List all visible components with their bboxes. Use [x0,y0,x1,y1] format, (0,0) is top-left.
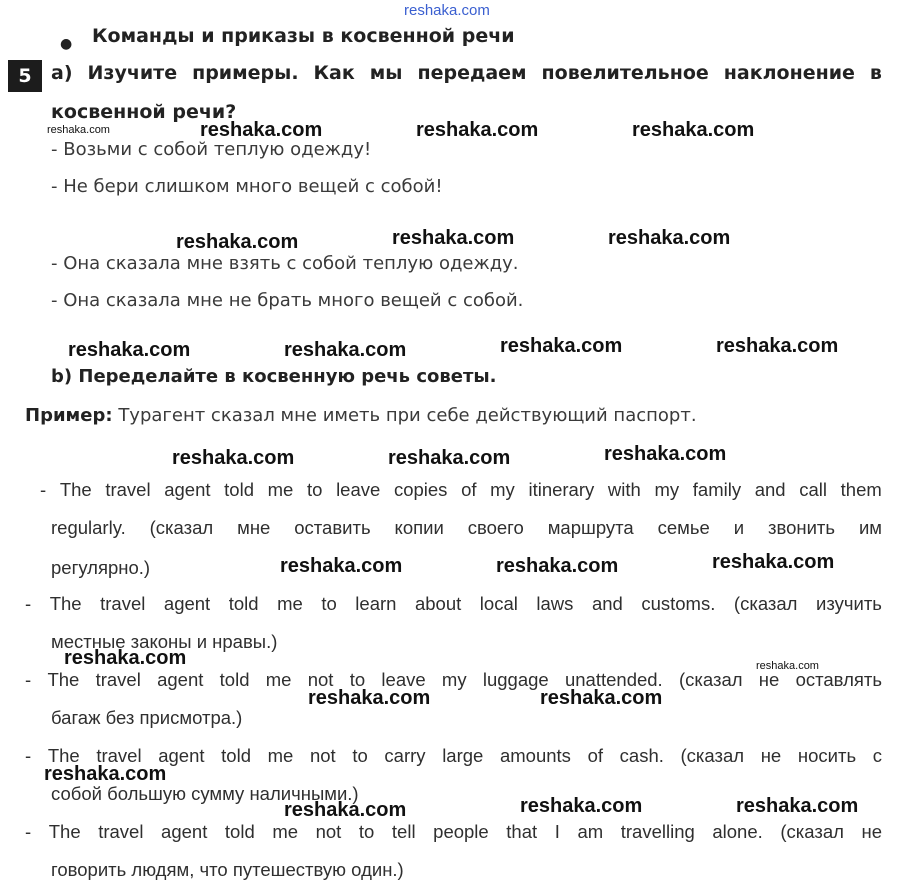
watermark: reshaka.com [284,339,407,361]
watermark: reshaka.com [500,335,623,357]
example-4: - Она сказала мне не брать много вещей с собой. [51,290,524,311]
question-a-line1: a) Изучите примеры. Как мы передаем повелительное наклонение в [51,62,882,84]
question-a-line2: косвенной речи? [51,101,237,123]
answer-1-line3: регулярно.) [51,557,151,578]
answer-1-line2: regularly. (сказал мне оставить копии своего маршрута семье и звонить им [51,517,882,538]
watermark: reshaka.com [496,555,619,577]
watermark: reshaka.com [632,119,755,141]
watermark: reshaka.com [520,795,643,817]
watermark: reshaka.com [68,339,191,361]
site-url-top[interactable]: reshaka.com [404,2,490,19]
answer-1-line1: - The travel agent told me to leave copies of my itinerary with my family and call them [40,479,882,500]
watermark: reshaka.com [172,447,295,469]
section-heading: Команды и приказы в косвенной речи [92,25,515,47]
example-2: - Не бери слишком много вещей с собой! [51,176,443,197]
watermark: reshaka.com [64,647,187,669]
answer-4-line2: собой большую сумму наличными.) [51,783,359,804]
watermark: reshaka.com [604,443,727,465]
watermark: reshaka.com [392,227,515,249]
watermark: reshaka.com [712,551,835,573]
bullet-icon: ● [60,36,73,52]
watermark: reshaka.com [308,687,431,709]
watermark: reshaka.com [44,763,167,785]
watermark: reshaka.com [416,119,539,141]
sample-line [25,405,697,426]
watermark: reshaka.com [47,124,110,136]
answer-4-line1: - The travel agent told me not to carry large amounts of cash. (сказал не носить с [25,745,882,766]
watermark: reshaka.com [388,447,511,469]
answer-2-line1: - The travel agent told me to learn about local laws and customs. (сказал изучить [25,593,882,614]
sample-text: Турагент сказал мне иметь при себе действующий паспорт. [118,405,697,426]
watermark: reshaka.com [736,795,859,817]
question-b: b) Переделайте в косвенную речь советы. [51,366,497,387]
watermark: reshaka.com [284,799,407,821]
watermark: reshaka.com [200,119,323,141]
answer-2-line2: местные законы и нравы.) [51,631,278,652]
example-3: - Она сказала мне взять с собой теплую одежду. [51,253,519,274]
answer-3-line2: багаж без присмотра.) [51,707,243,728]
sample-label: Пример: [25,405,113,426]
watermark: reshaka.com [716,335,839,357]
watermark: reshaka.com [176,231,299,253]
answer-5-line1: - The travel agent told me not to tell people that I am travelling alone. (сказал не [25,821,882,842]
watermark: reshaka.com [608,227,731,249]
answer-3-line1: - The travel agent told me not to leave my luggage unattended. (сказал не оставлять [25,669,882,690]
answer-5-line2: говорить людям, что путешествую один.) [51,859,404,880]
watermark: reshaka.com [540,687,663,709]
watermark: reshaka.com [756,660,819,672]
watermark: reshaka.com [280,555,403,577]
example-1: - Возьми с собой теплую одежду! [51,139,372,160]
exercise-number-badge: 5 [8,60,42,92]
